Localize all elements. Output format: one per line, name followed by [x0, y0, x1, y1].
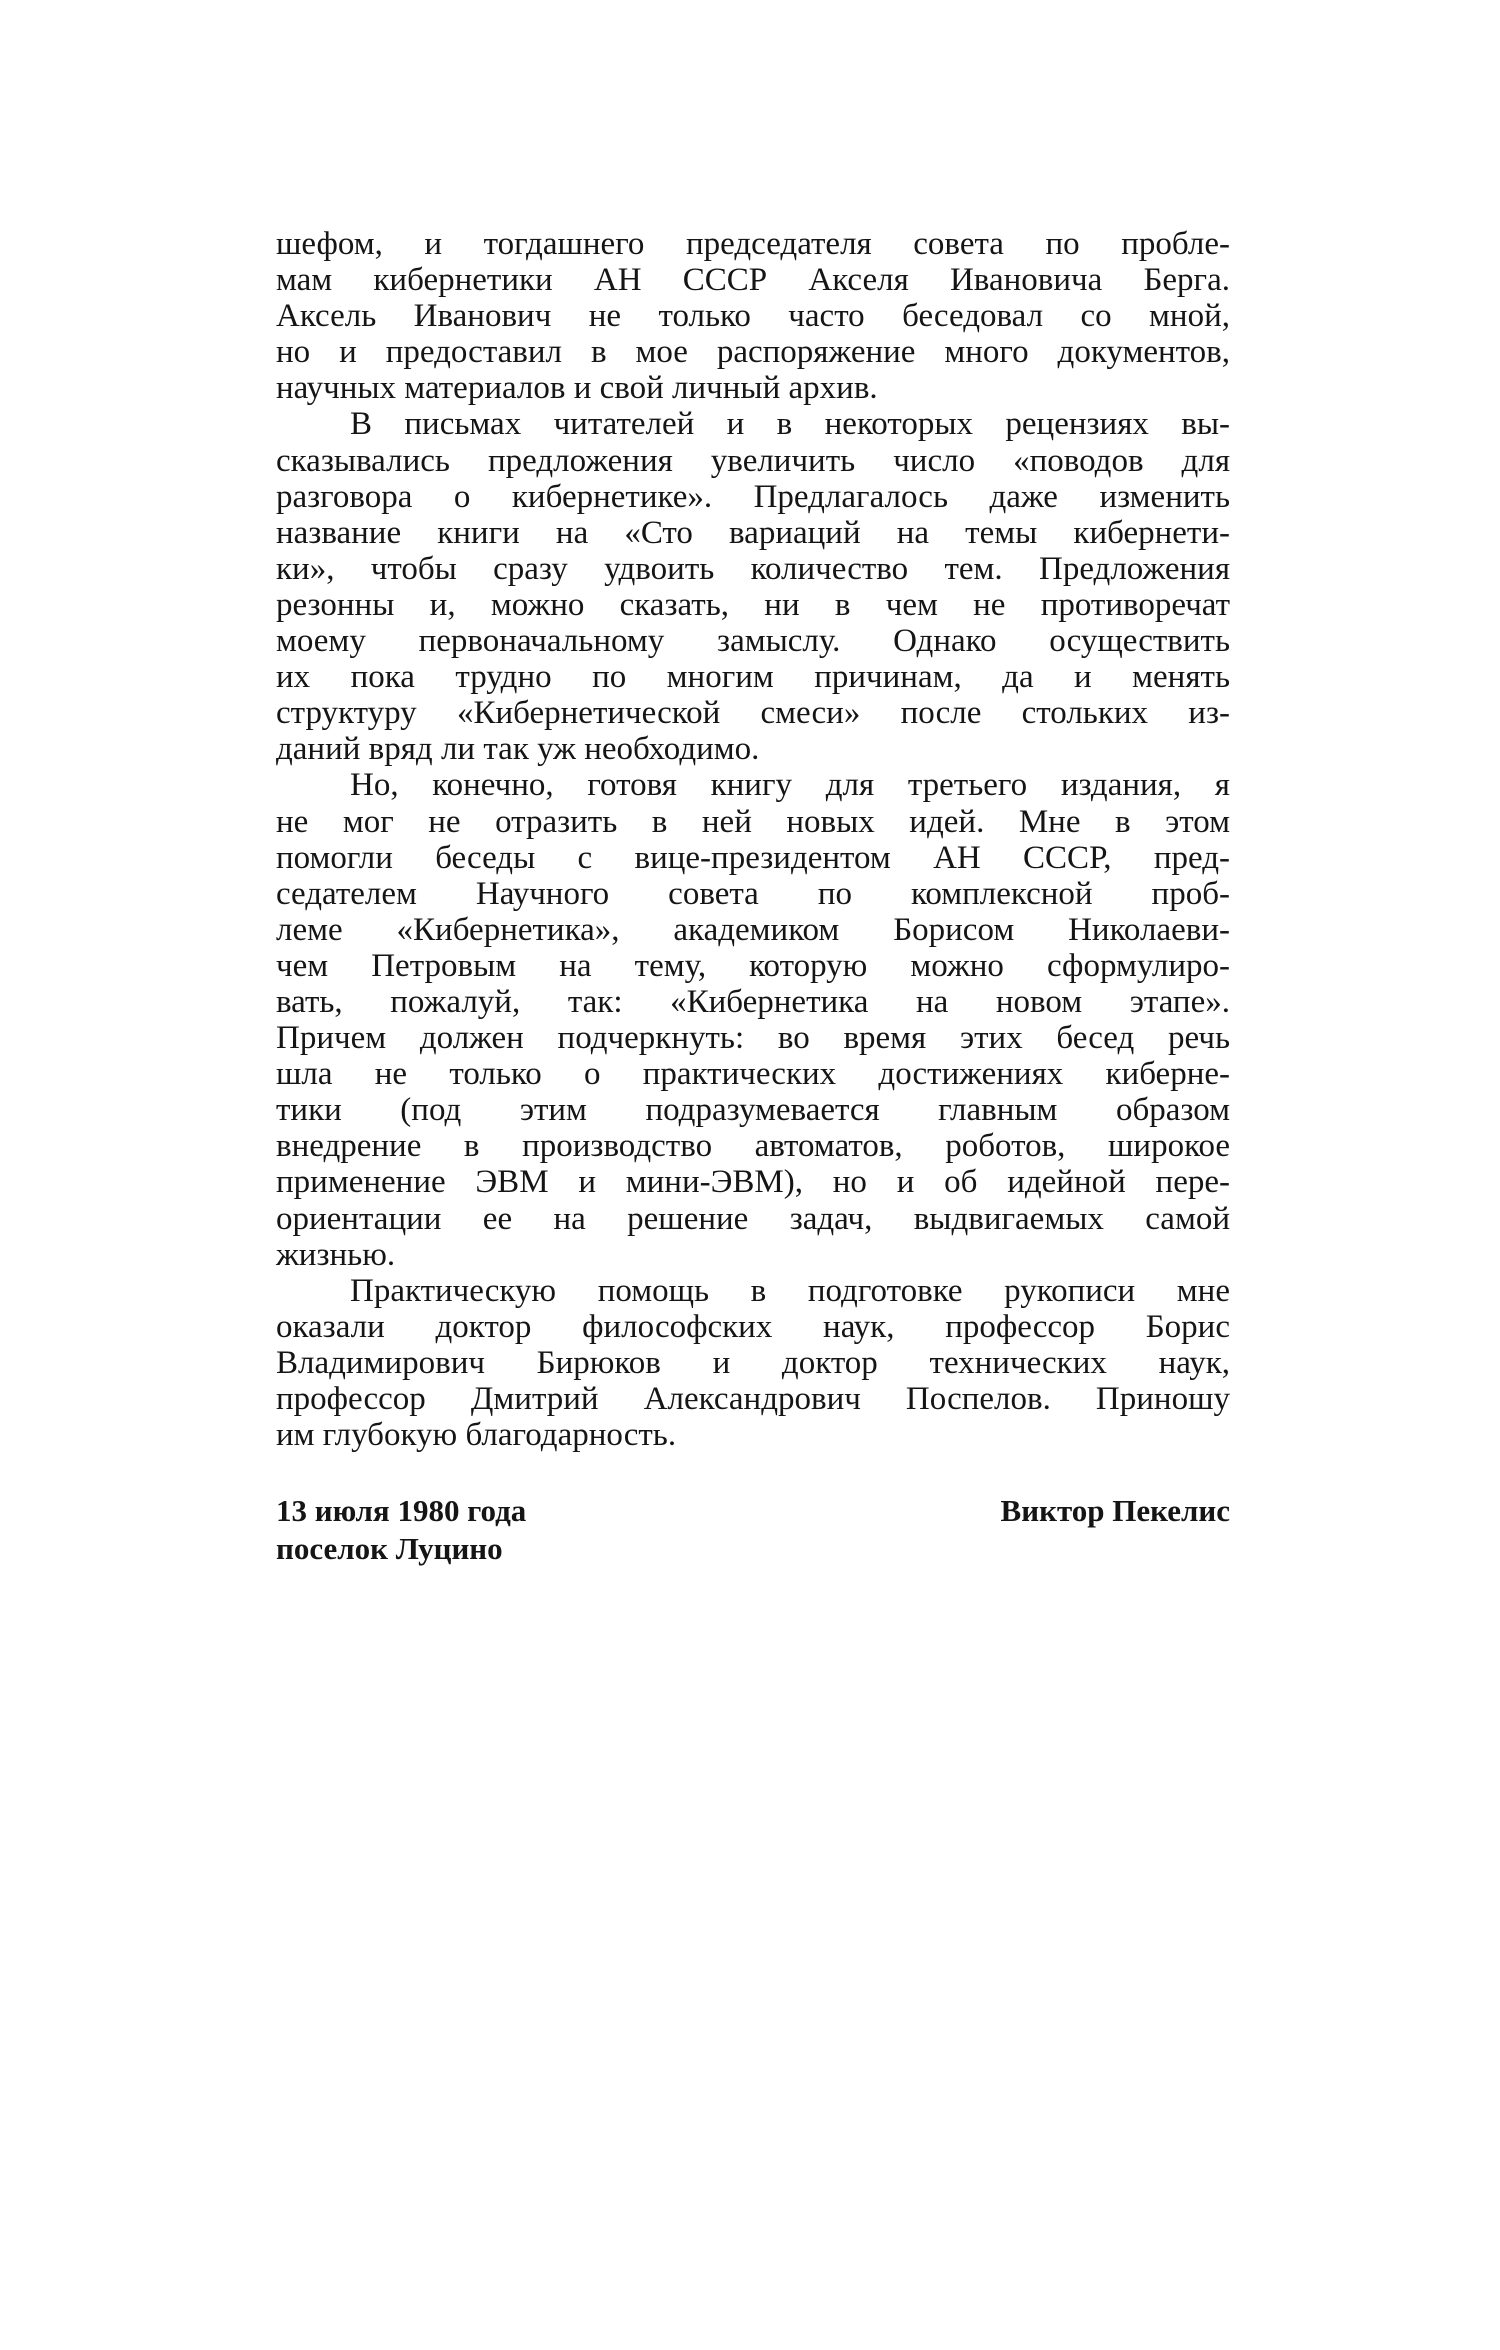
text-line: Владимирович Бирюков и доктор технических наук, [276, 1344, 1230, 1381]
text-line: моему первоначальному замыслу. Однако осуществить [276, 623, 1230, 660]
text-line: применение ЭВМ и мини-ЭВМ), но и об идейной пере- [276, 1164, 1230, 1201]
text-line: не мог не отразить в ней новых идей. Мне в этом [276, 803, 1230, 840]
paragraph [276, 406, 1230, 767]
text-line: оказали доктор философских наук, профессор Борис [276, 1308, 1230, 1345]
text-line: чем Петровым на тему, которую можно сформулиро- [276, 947, 1230, 984]
text-line: но и предоставил в мое распоряжение много документов, [276, 334, 1230, 371]
text-line: им глубокую благодарность. [276, 1417, 677, 1454]
text-line: Аксель Иванович не только часто беседовал со мной, [276, 298, 1230, 335]
text-line: разговора о кибернетике». Предлагалось даже изменить [276, 478, 1230, 515]
text-line: вать, пожалуй, так: «Кибернетика на новом этапе». [276, 983, 1230, 1020]
text-line: ориентации ее на решение задач, выдвигаемых самой [276, 1200, 1230, 1237]
text-line: тики (под этим подразумевается главным образом [276, 1092, 1230, 1129]
text-line: резонны и, можно сказать, ни в чем не противоречат [276, 586, 1230, 623]
text-line: научных материалов и свой личный архив. [276, 370, 878, 407]
date-place [276, 1492, 526, 1568]
text-line: мам кибернетики АН СССР Акселя Ивановича Берга. [276, 262, 1230, 299]
text-line: сказывались предложения увеличить число «поводов для [276, 442, 1230, 479]
text-line: шефом, и тогдашнего председателя совета по пробле- [276, 226, 1230, 262]
paragraph [276, 767, 1230, 1272]
paragraph [276, 1273, 1230, 1453]
body-text [276, 226, 1230, 1453]
text-line: жизнью. [276, 1236, 396, 1273]
text-line: Практическую помощь в подготовке рукописи мне [350, 1272, 1230, 1309]
text-line: Причем должен подчеркнуть: во время этих бесед речь [276, 1020, 1230, 1057]
text-line: помогли беседы с вице-президентом АН СССР, пред- [276, 839, 1230, 876]
text-line: ки», чтобы сразу удвоить количество тем. Предложения [276, 550, 1230, 587]
paragraph [276, 226, 1230, 406]
signature-place: поселок Луцино [276, 1531, 503, 1566]
text-line: их пока трудно по многим причинам, да и менять [276, 659, 1230, 696]
text-line: даний вряд ли так уж необходимо. [276, 731, 760, 768]
text-line: Но, конечно, готовя книгу для третьего издания, я [350, 767, 1230, 804]
signature-date: 13 июля 1980 года [276, 1493, 527, 1528]
text-line: шла не только о практических достижениях киберне- [276, 1056, 1230, 1093]
text-line: В письмах читателей и в некоторых рецензиях вы- [350, 406, 1230, 443]
text-line: седателем Научного совета по комплексной проб- [276, 875, 1230, 912]
text-line: леме «Кибернетика», академиком Борисом Николаеви- [276, 911, 1230, 948]
text-line: название книги на «Сто вариаций на темы кибернети- [276, 514, 1230, 551]
text-line: профессор Дмитрий Александрович Поспелов. Приношу [276, 1381, 1230, 1417]
text-line: структуру «Кибернетической смеси» после стольких из- [276, 695, 1230, 732]
author-name: Виктор Пекелис [1000, 1493, 1230, 1528]
text-line: внедрение в производство автоматов, роботов, широкое [276, 1128, 1230, 1165]
